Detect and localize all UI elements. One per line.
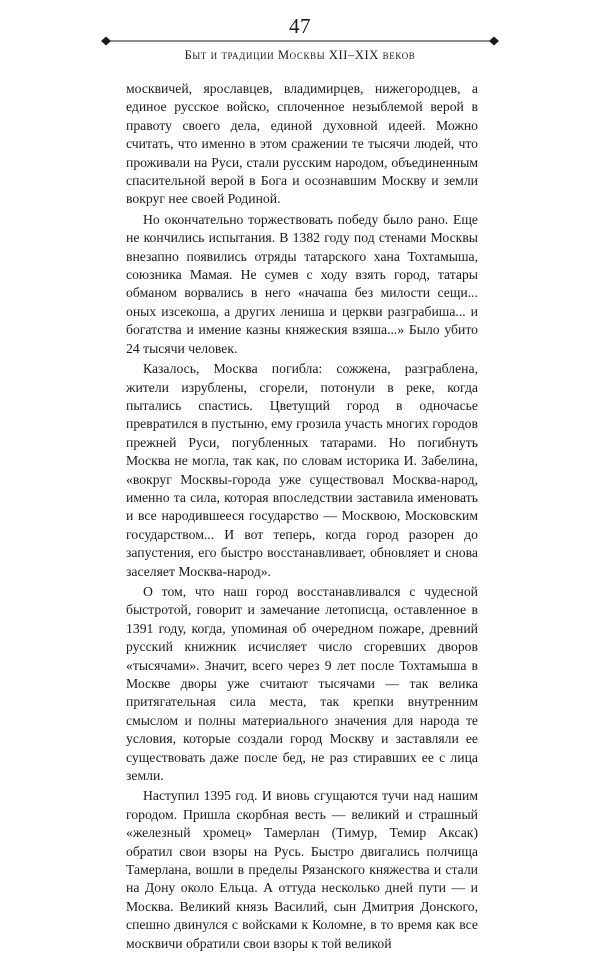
paragraph-1: москвичей, ярославцев, владимирцев, нижегородцев, а единое русское войско, сплоченное незыблемой верой в правоту своего дела, единой духовной идеей. Можно считать, что именно в этом сражении те тысячи людей, что проживали на Руси, стали русским народом, объединенным спасительной верой в Бога и осознавшим Москву и земли вокруг нее своей Родиной. <box>126 81 478 207</box>
page-number: 47 <box>289 14 311 38</box>
paragraph-3: Казалось, Москва погибла: сожжена, разграблена, жители изрублены, сгорели, потонули в реке, когда пытались спастись. Цветущий город в одночасье превратился в пустыню, ему грозила участь многих городов прежней Руси, погубленных татарами. Но погибнуть Москва не могла, так как, по словам историка И. Забелина, «вокруг Москвы-города уже существовал Москва-народ, именно та сила, которая впоследствии заставила именовать и все народившееся государство — Москвою, Московским государством... И вот теперь, когда город разорен до запустения, его быстро восстанавливает, обновляет и снова заселяет Москва-народ». <box>126 361 478 579</box>
paragraph-4: О том, что наш город восстанавливался с чудесной быстротой, говорит и замечание летописца, оставленное в 1391 году, когда, упоминая об очередном пожаре, древний русский книжник исчисляет число сгоревших дворов «тысячами». Значит, всего через 9 лет после Тохтамыша в Москве дворы уже считают тысячами — так велика притягательная сила места, так крепки внутренним смыслом и полны материального значения для народа те условия, которые создали город Москву и заставляли ее существовать даже после бед, не раз стиравших ее с лица земли. <box>126 583 478 784</box>
paragraph-5: Наступил 1395 год. И вновь сгущаются тучи над нашим городом. Пришла скорбная весть — великий и страшный «железный хромец» Тамерлан (Тимур, Темир Аксак) обратил свои взоры на Русь. Быстро двигались полчища Тамерлана, вошли в пределы Рязанского княжества и стали на Дону около Ельца. А оттуда несколько дней пути — и Москва. Великий князь Василий, сын Дмитрия Донского, спешно двинулся с войсками к Коломне, в то время как все москвичи обратили свои взоры к той великой <box>126 788 478 951</box>
header-ornamental-rule <box>100 35 500 47</box>
left-diamond-ornament-icon <box>101 37 111 46</box>
paragraph-2: Но окончательно торжествовать победу было рано. Еще не кончились испытания. В 1382 году под стенами Москвы внезапно появились отряды татарского хана Тохтамыша, союзника Мамая. Не сумев с ходу взять город, татары обманом ворвались в него «начаша без милости сещи... оных изсекоша, а других лениша и церкви разграбиша... и богатства и имение казны княжеския взяша...» Было убито 24 тысячи человек. <box>126 211 478 356</box>
right-diamond-ornament-icon <box>489 37 499 46</box>
body-text <box>126 80 478 955</box>
running-title: Быт и традиции Москвы XII–XIX веков <box>184 48 416 62</box>
